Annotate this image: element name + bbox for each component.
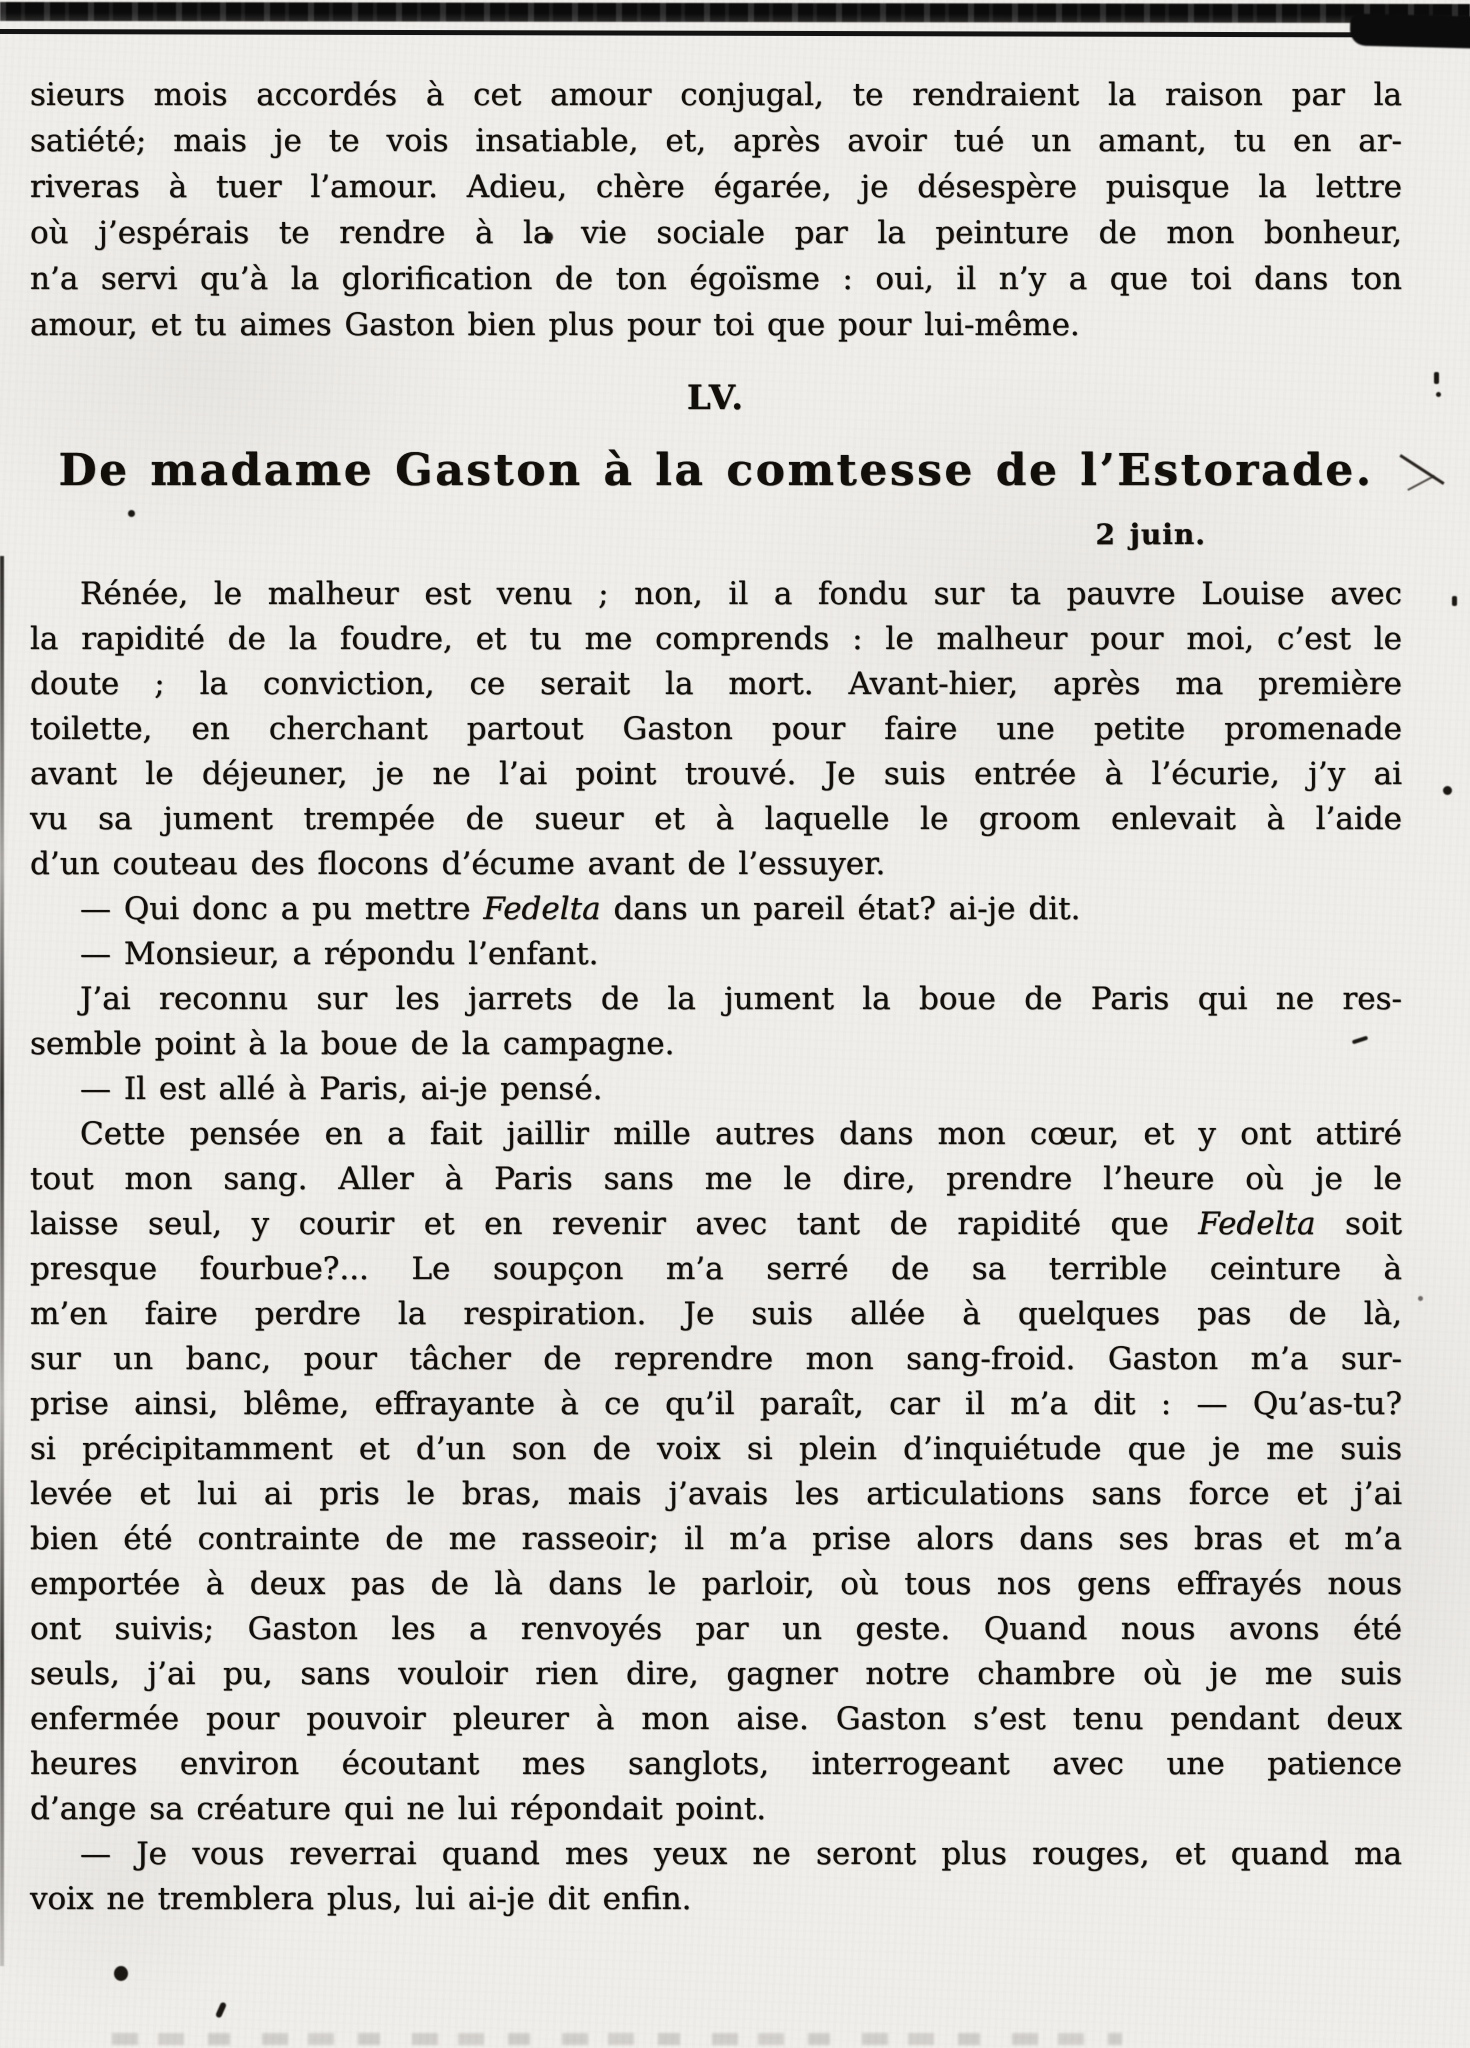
text-line [30,1877,1402,1922]
text-line [30,1742,1402,1787]
text-line [30,118,1402,164]
text-line [30,210,1402,256]
italic-word: Fedelta [1198,1206,1316,1242]
text-segment: levée et lui ai pris le bras, mais j’avais les articulations sans force et j’ai [30,1476,1402,1512]
dateline: 2 juin. [1095,518,1206,551]
text-line [30,302,1402,348]
text-line [30,1607,1402,1652]
text-line [30,1112,1402,1157]
text-segment: voix ne tremblera plus, lui ai-je dit enfin. [30,1881,692,1917]
text-segment: dans un pareil état? ai-je dit. [600,891,1081,927]
text-segment: si précipitamment et d’un son de voix si plein d’inquiétude que je me suis [30,1431,1402,1467]
text-segment: seuls, j’ai pu, sans vouloir rien dire, gagner notre chambre où je me suis [30,1656,1402,1692]
text-line [30,1697,1402,1742]
text-line [30,1157,1402,1202]
text-segment: — Qui donc a pu mettre [80,891,484,927]
ink-speck [114,1966,128,1981]
text-segment: vu sa jument trempée de sueur et à laquelle le groom enlevait à l’aide [30,801,1402,837]
text-segment: — Je vous reverrai quand mes yeux ne seront plus rouges, et quand ma [80,1836,1402,1872]
text-line [30,1202,1402,1247]
text-segment: n’a servi qu’à la glorification de ton égoïsme : oui, il n’y a que toi dans ton [30,261,1402,297]
text-line [30,752,1402,797]
text-segment: satiété; mais je te vois insatiable, et, après avoir tué un amant, tu en ar- [30,123,1402,159]
text-segment: la rapidité de la foudre, et tu me comprends : le malheur pour moi, c’est le [30,621,1402,657]
text-line [30,932,1402,977]
text-segment: d’un couteau des flocons d’écume avant de l’essuyer. [30,846,886,882]
text-segment: ont suivis; Gaston les a renvoyés par un geste. Quand nous avons été [30,1611,1402,1647]
text-line [30,164,1402,210]
left-page-edge-line [0,556,4,1966]
text-segment: presque fourbue?... Le soupçon m’a serré de sa terrible ceinture à [30,1251,1402,1287]
text-line [30,72,1402,118]
text-line [30,1427,1402,1472]
text-segment: Rénée, le malheur est venu ; non, il a fondu sur ta pauvre Louise avec [80,576,1402,612]
text-segment: — Il est allé à Paris, ai-je pensé. [80,1071,603,1107]
italic-word: Fedelta [483,891,601,927]
ink-speck [215,2001,227,2018]
margin-scratch-mark [1407,475,1434,491]
top-rule-line [0,29,1414,37]
text-column [30,72,1402,1922]
text-line [30,1517,1402,1562]
text-segment: sur un banc, pour tâcher de reprendre mon sang-froid. Gaston m’a sur- [30,1341,1402,1377]
letter-body [30,572,1402,1922]
text-line [30,1337,1402,1382]
ink-speck [1436,392,1441,397]
top-ink-band [0,2,1470,23]
ink-speck [1452,596,1457,606]
section-number: LV. [686,378,746,418]
text-line [30,977,1402,1022]
text-line [30,1652,1402,1697]
text-line [30,1292,1402,1337]
top-right-ink-blob [1350,13,1470,48]
letter-heading: De madame Gaston à la comtesse de l’Estorade. [58,445,1374,496]
text-line [30,1022,1402,1067]
text-line [30,617,1402,662]
text-segment: tout mon sang. Aller à Paris sans me le dire, prendre l’heure où je le [30,1161,1402,1197]
text-segment: Cette pensée en a fait jaillir mille autres dans mon cœur, et y ont attiré [80,1116,1402,1152]
text-line [30,1247,1402,1292]
text-segment: — Monsieur, a répondu l’enfant. [80,936,599,972]
text-segment: emportée à deux pas de là dans le parloir, où tous nos gens effrayés nous [30,1566,1402,1602]
text-segment: d’ange sa créature qui ne lui répondait point. [30,1791,767,1827]
text-line [30,887,1402,932]
text-segment: enfermée pour pouvoir pleurer à mon aise. Gaston s’est tenu pendant deux [30,1701,1402,1737]
ink-speck [1434,372,1439,384]
text-segment: semble point à la boue de la campagne. [30,1026,675,1062]
text-segment: toilette, en cherchant partout Gaston pour faire une petite promenade [30,711,1402,747]
text-segment: amour, et tu aimes Gaston bien plus pour toi que pour lui-même. [30,307,1080,343]
text-segment: prise ainsi, blême, effrayante à ce qu’il paraît, car il m’a dit : — Qu’as-tu? [30,1386,1402,1422]
ink-speck [1443,786,1452,795]
text-segment: bien été contrainte de me rasseoir; il m’a prise alors dans ses bras et m’a [30,1521,1402,1557]
text-line [30,572,1402,617]
text-segment: sieurs mois accordés à cet amour conjugal, te rendraient la raison par la [30,77,1402,113]
text-segment: avant le déjeuner, je ne l’ai point trouvé. Je suis entrée à l’écurie, j’y ai [30,756,1402,792]
text-line [30,662,1402,707]
text-line [30,842,1402,887]
continuation-paragraph [30,72,1402,348]
text-segment: heures environ écoutant mes sanglots, interrogeant avec une patience [30,1746,1402,1782]
text-line [30,707,1402,752]
text-segment: J’ai reconnu sur les jarrets de la jument la boue de Paris qui ne res- [80,981,1402,1017]
text-line [30,1472,1402,1517]
text-line [30,1787,1402,1832]
text-line [30,1562,1402,1607]
text-line [30,1067,1402,1112]
text-segment: m’en faire perdre la respiration. Je suis allée à quelques pas de là, [30,1296,1402,1332]
text-line [30,797,1402,842]
text-segment: soit [1315,1206,1402,1242]
text-segment: doute ; la conviction, ce serait la mort. Avant-hier, après ma première [30,666,1402,702]
bottom-ghost-text [112,2033,1122,2045]
text-segment: où j’espérais te rendre à la vie sociale par la peinture de mon bonheur, [30,215,1402,251]
text-segment: laisse seul, y courir et en revenir avec tant de rapidité que [30,1206,1199,1242]
ink-speck [1418,1296,1423,1301]
text-line [30,1382,1402,1427]
text-line [30,1832,1402,1877]
text-segment: riveras à tuer l’amour. Adieu, chère égarée, je désespère puisque la lettre [30,169,1402,205]
text-line [30,256,1402,302]
